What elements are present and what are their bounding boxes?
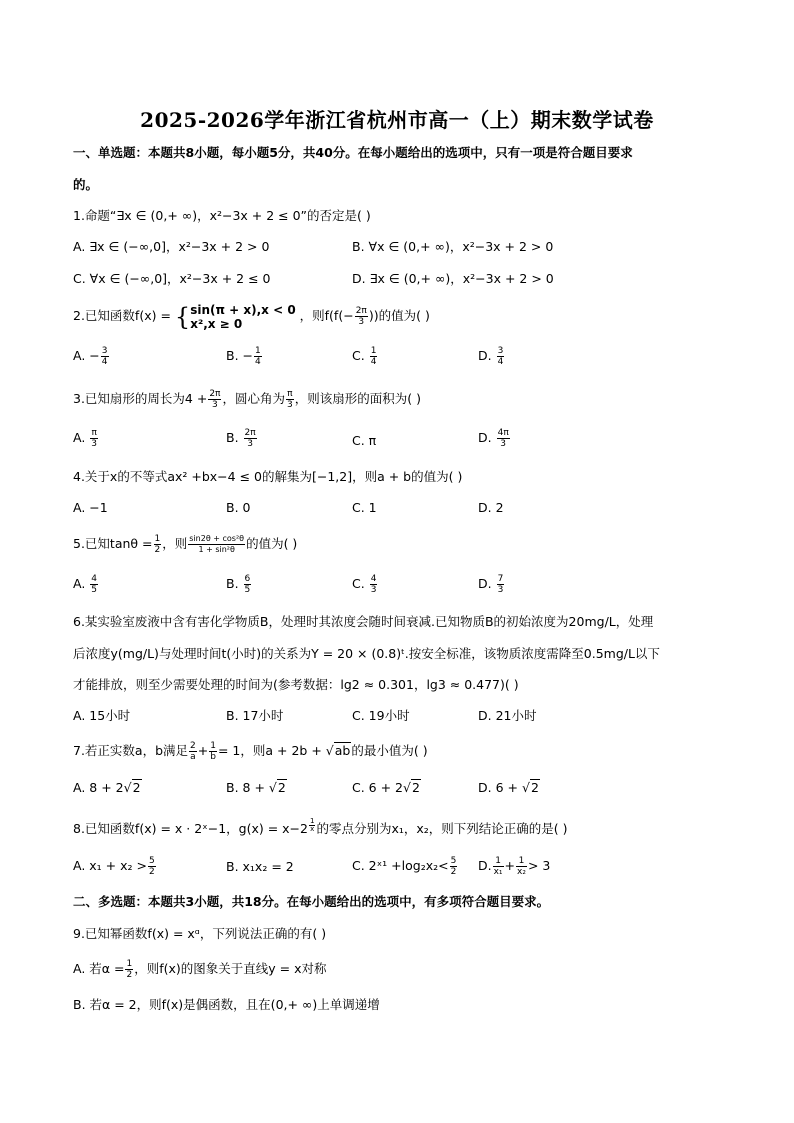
fraction-numerator: 5 bbox=[450, 856, 457, 866]
option-label: D. bbox=[478, 858, 492, 873]
piecewise-case-2: x²,x ≥ 0 bbox=[190, 316, 243, 331]
option-text: C. 6 + 2 bbox=[352, 780, 404, 795]
stem-text: = 1，则a + 2b + bbox=[217, 743, 322, 758]
stem-text: ，圆心角为 bbox=[222, 391, 285, 406]
option-label: B. bbox=[226, 576, 239, 591]
option-fraction bbox=[516, 856, 527, 877]
question-7-option-c: C. 6 + 2√2 bbox=[352, 780, 420, 795]
option-label: D. bbox=[478, 348, 492, 363]
section-header-single-choice-cont: 的。 bbox=[73, 177, 99, 192]
stem-fraction bbox=[188, 534, 245, 555]
fraction-denominator: 4 bbox=[370, 357, 377, 367]
fraction-denominator: 3 bbox=[212, 400, 218, 410]
plus-sign: + bbox=[197, 743, 209, 758]
fraction-denominator: 3 bbox=[91, 439, 98, 449]
option-fraction bbox=[370, 346, 378, 367]
fraction-numerator: 2π bbox=[355, 306, 367, 316]
option-label: A. − bbox=[73, 348, 100, 363]
fraction-numerator: 1 bbox=[154, 534, 161, 544]
question-1-option-c: C. ∀x ∈ (−∞,0]，x²−3x + 2 ≤ 0 bbox=[73, 271, 271, 286]
question-2-option-b bbox=[226, 346, 263, 367]
fraction-numerator: 1 bbox=[516, 856, 527, 867]
fraction-numerator: sin2θ + cos²θ bbox=[189, 534, 245, 543]
question-2-stem-post-b: ))的值为( ) bbox=[368, 308, 430, 323]
stem-text: 5.已知tanθ = bbox=[73, 536, 153, 551]
option-fraction bbox=[244, 428, 257, 449]
fraction-numerator: 5 bbox=[148, 856, 155, 866]
stem-fraction bbox=[154, 534, 162, 555]
fraction-numerator: 6 bbox=[244, 574, 251, 584]
option-fraction bbox=[101, 346, 109, 367]
stem-text: 的最小值为( ) bbox=[351, 743, 428, 758]
question-2-fraction bbox=[355, 306, 368, 327]
question-5-option-a bbox=[73, 574, 99, 595]
question-2-option-d bbox=[478, 346, 505, 367]
fraction-denominator: x₁ bbox=[493, 867, 503, 877]
question-9-option-a bbox=[73, 958, 326, 980]
stem-fraction bbox=[286, 389, 294, 410]
question-5-option-d bbox=[478, 574, 505, 595]
question-4-option-c: C. 1 bbox=[352, 500, 377, 515]
fraction-denominator: 2 bbox=[450, 867, 457, 877]
fraction-denominator: 3 bbox=[287, 400, 293, 410]
question-8-option-d bbox=[478, 856, 550, 877]
stem-text: 3.已知扇形的周长为4 + bbox=[73, 391, 208, 406]
question-6-option-d: D. 21小时 bbox=[478, 708, 537, 723]
question-6-line-3: 才能排放，则至少需要处理的时间为(参考数据：lg2 ≈ 0.301，lg3 ≈ 0.477)( ) bbox=[73, 677, 519, 692]
piecewise-cases bbox=[190, 303, 295, 331]
fraction-numerator: 2π bbox=[244, 428, 256, 438]
fraction-numerator: 4π bbox=[497, 428, 509, 438]
question-4-option-a: A. −1 bbox=[73, 500, 108, 515]
stem-fraction bbox=[208, 389, 221, 410]
exponent-fraction bbox=[309, 818, 315, 833]
question-4-option-b: B. 0 bbox=[226, 500, 251, 515]
fraction-denominator: 1 + sin²θ bbox=[198, 545, 235, 554]
fraction-denominator: 5 bbox=[244, 585, 251, 595]
question-5-option-b bbox=[226, 574, 252, 595]
question-6-line-1: 6.某实验室废液中含有害化学物质B，处理时其浓度会随时间衰减.已知物质B的初始浓度为20mg/L，处理 bbox=[73, 614, 654, 629]
question-7-stem: 7.若正实数a，b满足 $\frac{2}{a}$ + $\frac{1}{b}$ = 1，则a + 2b + √ab的最小值为( ) bbox=[73, 741, 428, 762]
fraction-numerator: 4 bbox=[91, 574, 98, 584]
question-2-option-c bbox=[352, 346, 378, 367]
option-text: A. x₁ + x₂ > bbox=[73, 858, 147, 873]
option-text: ，则f(x)的图象关于直线y = x对称 bbox=[134, 961, 327, 976]
fraction-denominator: 3 bbox=[497, 585, 504, 595]
option-label: A. bbox=[73, 576, 86, 591]
question-8-option-a bbox=[73, 856, 157, 877]
option-label: B. bbox=[226, 430, 239, 445]
question-1-stem: 1.命题“∃x ∈ (0,+ ∞)，x²−3x + 2 ≤ 0”的否定是( ) bbox=[73, 208, 371, 223]
piecewise-brace: { bbox=[174, 302, 191, 331]
option-text: B. 8 + bbox=[226, 780, 265, 795]
fraction-numerator: 2π bbox=[209, 389, 221, 399]
page-title: 2025-2026学年浙江省杭州市高一（上）期末数学试卷 bbox=[140, 108, 654, 132]
sqrt-radicand: 2 bbox=[277, 780, 286, 795]
question-4-stem: 4.关于x的不等式ax² +bx−4 ≤ 0的解集为[−1,2]，则a + b的值为( ) bbox=[73, 469, 463, 484]
fraction-denominator: b bbox=[210, 752, 216, 762]
question-2-option-a bbox=[73, 346, 110, 367]
question-1-option-d: D. ∃x ∈ (0,+ ∞)，x²−3x + 2 > 0 bbox=[352, 271, 554, 286]
fraction-denominator: 4 bbox=[255, 357, 261, 367]
option-text: > 3 bbox=[527, 858, 551, 873]
fraction-numerator: 4 bbox=[370, 574, 377, 584]
option-text: A. 若α = bbox=[73, 961, 125, 976]
option-label: C. bbox=[352, 576, 365, 591]
section-header-multiple-choice: 二、多选题：本题共3小题，共18分。在每小题给出的选项中，有多项符合题目要求。 bbox=[73, 894, 550, 909]
sqrt-radicand: 2 bbox=[132, 780, 141, 795]
option-text: C. 2ˣ¹ +log₂x₂< bbox=[352, 858, 449, 873]
fraction-denominator: 3 bbox=[500, 439, 507, 449]
sqrt-radicand: 2 bbox=[411, 780, 420, 795]
fraction-denominator: a bbox=[190, 752, 196, 762]
question-3-option-a bbox=[73, 428, 99, 449]
stem-text: 8.已知函数f(x) = x · 2ˣ−1，g(x) = x−2 bbox=[73, 821, 308, 836]
option-fraction bbox=[370, 574, 378, 595]
option-fraction bbox=[90, 574, 98, 595]
option-label: C. bbox=[352, 348, 365, 363]
question-8-stem bbox=[73, 818, 568, 840]
fraction-numerator: 1 bbox=[126, 959, 133, 969]
stem-fraction bbox=[209, 741, 217, 762]
piecewise-case-1: sin(π + x),x < 0 bbox=[190, 302, 296, 317]
fraction-numerator: 3 bbox=[497, 346, 504, 356]
fraction-denominator: 4 bbox=[101, 357, 108, 367]
fraction-numerator: π bbox=[287, 389, 293, 399]
question-3-option-d bbox=[478, 428, 511, 449]
stem-text: ，则 bbox=[162, 536, 188, 551]
option-label: D. bbox=[478, 430, 492, 445]
option-text: A. 8 + 2 bbox=[73, 780, 124, 795]
question-3-option-c: C. π bbox=[352, 433, 377, 448]
fraction-denominator: 3 bbox=[247, 439, 253, 449]
sqrt-radicand: ab bbox=[334, 743, 351, 758]
question-6-option-c: C. 19小时 bbox=[352, 708, 410, 723]
question-5-option-c bbox=[352, 574, 378, 595]
fraction-denominator: 5 bbox=[91, 585, 98, 595]
fraction-denominator: 3 bbox=[370, 585, 377, 595]
fraction-numerator: 1 bbox=[493, 856, 504, 867]
option-fraction bbox=[125, 959, 133, 980]
question-6-option-b: B. 17小时 bbox=[226, 708, 284, 723]
option-fraction bbox=[497, 574, 505, 595]
plus-sign: + bbox=[504, 858, 516, 873]
stem-fraction bbox=[189, 741, 197, 762]
question-3-stem bbox=[73, 388, 421, 410]
fraction-numerator: 7 bbox=[497, 574, 504, 584]
question-7-option-d: D. 6 + √2 bbox=[478, 780, 539, 795]
question-6-option-a: A. 15小时 bbox=[73, 708, 131, 723]
question-9-option-b: B. 若α = 2，则f(x)是偶函数，且在(0,+ ∞)上单调递增 bbox=[73, 997, 380, 1012]
option-fraction bbox=[254, 346, 262, 367]
fraction-denominator: 2 bbox=[154, 545, 161, 555]
fraction-denominator: 2 bbox=[126, 970, 133, 980]
option-fraction bbox=[497, 346, 505, 367]
fraction-denominator: x₂ bbox=[517, 867, 526, 877]
sqrt-radicand: 2 bbox=[530, 780, 539, 795]
fraction-numerator: 1 bbox=[255, 346, 261, 356]
option-text: D. 6 + bbox=[478, 780, 518, 795]
question-5-stem bbox=[73, 532, 297, 556]
fraction-denominator: 2 bbox=[148, 867, 155, 877]
fraction-numerator: π bbox=[91, 428, 97, 438]
option-fraction bbox=[497, 428, 510, 449]
fraction-numerator: 1 bbox=[309, 817, 315, 825]
fraction-denominator: x bbox=[310, 825, 315, 833]
fraction-denominator: 3 bbox=[358, 317, 365, 327]
option-label: A. bbox=[73, 430, 86, 445]
question-2-stem-post-a: ，则f(f(− bbox=[299, 308, 354, 323]
stem-text: ，则该扇形的面积为( ) bbox=[294, 391, 421, 406]
stem-text: 的零点分别为x₁，x₂，则下列结论正确的是( ) bbox=[316, 821, 568, 836]
question-3-option-b bbox=[226, 428, 258, 449]
option-fraction bbox=[493, 856, 504, 877]
option-fraction bbox=[90, 428, 98, 449]
question-4-option-d: D. 2 bbox=[478, 500, 504, 515]
option-fraction bbox=[244, 574, 252, 595]
option-fraction bbox=[450, 856, 458, 877]
stem-text: 7.若正实数a，b满足 bbox=[73, 743, 189, 758]
question-2-stem bbox=[73, 300, 430, 332]
question-9-stem: 9.已知幂函数f(x) = xᵅ，下列说法正确的有( ) bbox=[73, 926, 327, 941]
option-label: B. − bbox=[226, 348, 253, 363]
question-6-line-2: 后浓度y(mg/L)与处理时间t(小时)的关系为Y = 20 × (0.8)ᵗ.按安全标准，该物质浓度需降至0.5mg/L以下 bbox=[73, 646, 660, 661]
fraction-denominator: 4 bbox=[497, 357, 504, 367]
option-label: D. bbox=[478, 576, 492, 591]
fraction-numerator: 2 bbox=[190, 741, 196, 751]
question-8-option-b: B. x₁x₂ = 2 bbox=[226, 859, 294, 874]
question-8-option-c bbox=[352, 856, 458, 877]
fraction-numerator: 1 bbox=[370, 346, 377, 356]
stem-text: 的值为( ) bbox=[246, 536, 298, 551]
question-7-option-b: B. 8 + √2 bbox=[226, 780, 286, 795]
option-fraction bbox=[148, 856, 156, 877]
question-1-option-b: B. ∀x ∈ (0,+ ∞)，x²−3x + 2 > 0 bbox=[352, 239, 554, 254]
fraction-numerator: 1 bbox=[210, 741, 216, 751]
question-7-option-a: A. 8 + 2√2 bbox=[73, 780, 141, 795]
question-2-stem-pre: 2.已知函数f(x) = bbox=[73, 308, 171, 323]
fraction-numerator: 3 bbox=[101, 346, 108, 356]
section-header-single-choice: 一、单选题：本题共8小题，每小题5分，共40分。在每小题给出的选项中，只有一项是符合题目要求 bbox=[73, 145, 633, 160]
question-1-option-a: A. ∃x ∈ (−∞,0]，x²−3x + 2 > 0 bbox=[73, 239, 270, 254]
